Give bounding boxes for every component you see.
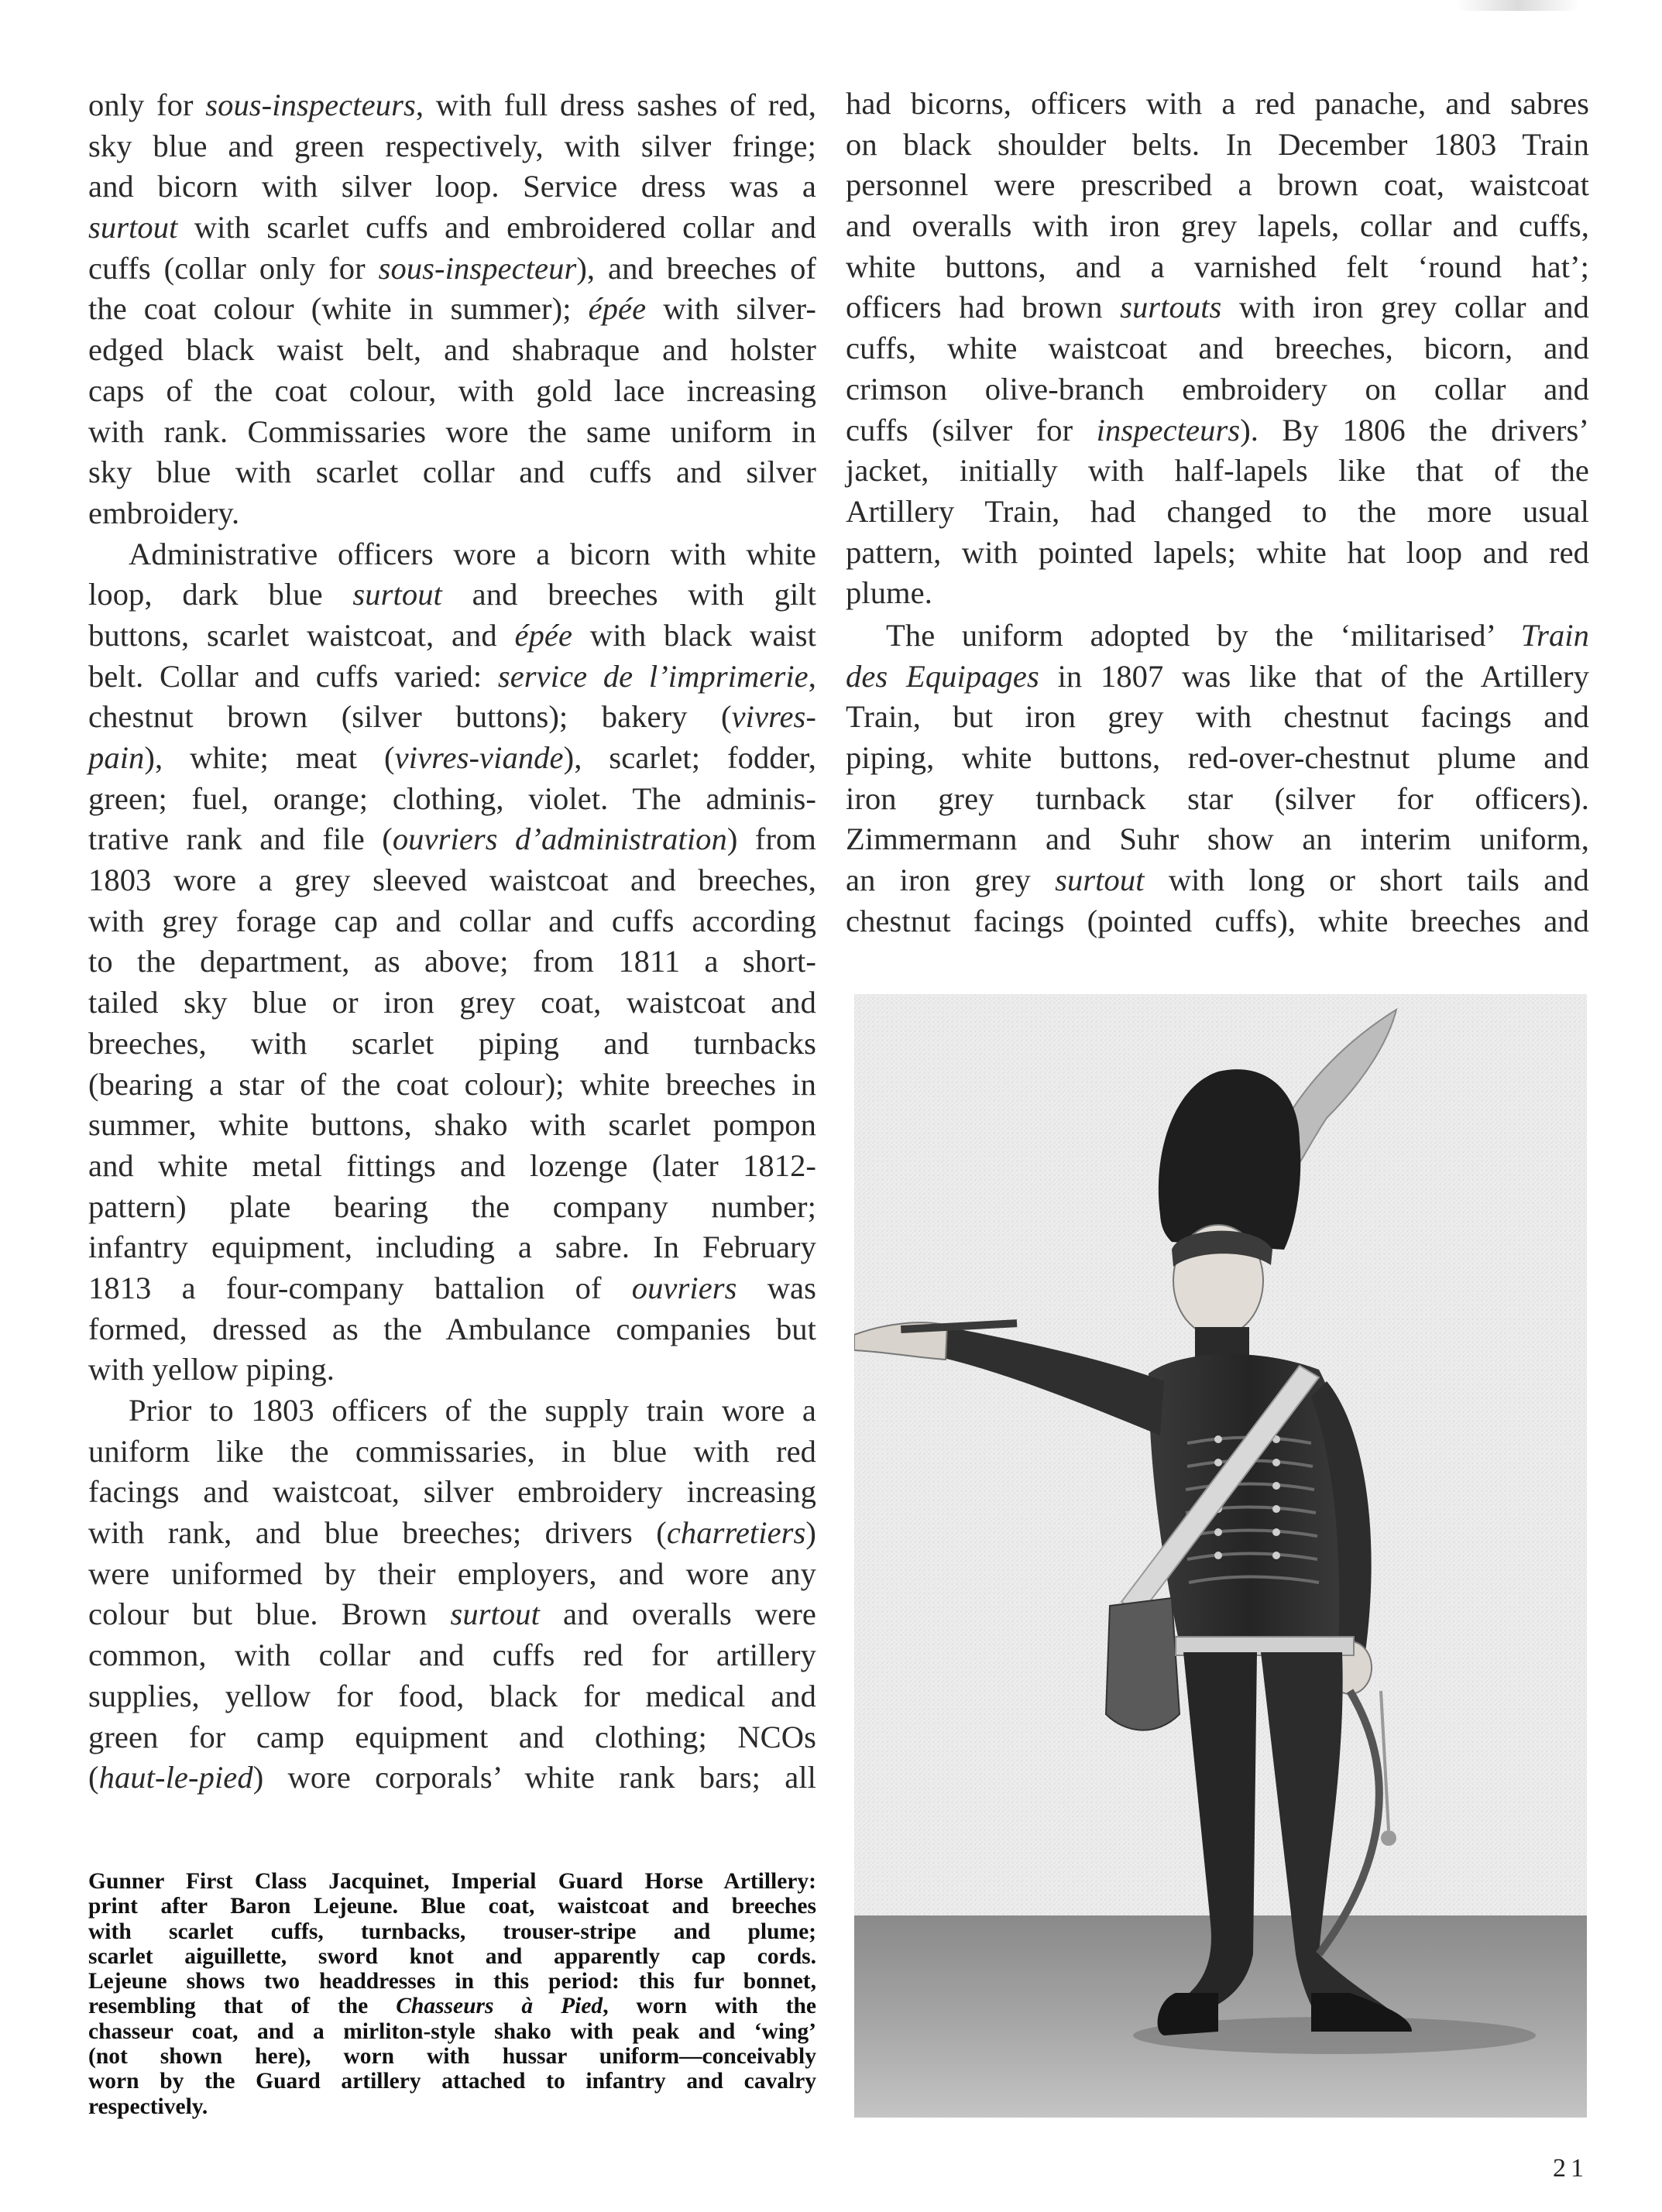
text-line: plume.: [846, 575, 932, 611]
text-line: sky blue and green respectively, with silver fringe;: [88, 128, 816, 163]
text-line: loop, dark blue surtout and breeches with gilt: [88, 577, 817, 612]
left-boot: [1158, 1993, 1218, 2035]
text-line: white buttons, and a varnished felt ‘round hat’;: [846, 249, 1589, 284]
text-line: edged black waist belt, and shabraque and holster: [88, 332, 816, 368]
engraving-artwork: [854, 994, 1587, 2118]
text-line: Prior to 1803 officers of the supply train wore a: [129, 1393, 816, 1428]
text-line: The uniform adopted by the ‘militarised’ Train: [886, 617, 1589, 653]
text-line: jacket, initially with half-lapels like that of the: [846, 453, 1589, 489]
text-line: infantry equipment, including a sabre. In February: [88, 1229, 816, 1265]
caption-line: print after Baron Lejeune. Blue coat, waistcoat and breeches: [88, 1894, 816, 1919]
text-line: personnel were prescribed a brown coat, waistcoat: [846, 167, 1589, 203]
text-line: and overalls with iron grey lapels, collar and cuffs,: [846, 208, 1589, 244]
text-line: with rank, and blue breeches; drivers (charretiers): [88, 1515, 816, 1551]
text-line: green; fuel, orange; clothing, violet. The adminis-: [88, 780, 816, 816]
text-line: had bicorns, officers with a red panache, and sabres: [846, 86, 1589, 121]
text-line: crimson olive-branch embroidery on collar and: [846, 371, 1589, 406]
text-line: caps of the coat colour, with gold lace increasing: [88, 372, 816, 408]
paragraph: [846, 84, 1589, 614]
text-line: with rank. Commissaries wore the same uniform in: [88, 413, 816, 449]
paragraph: [88, 1391, 816, 1799]
illustration-gunner-jacquinet: [854, 994, 1587, 2118]
sabretache: [1106, 1598, 1180, 1730]
caption-line: Gunner First Class Jacquinet, Imperial Guard Horse Artillery:: [88, 1869, 816, 1894]
text-line: colour but blue. Brown surtout and overalls were: [88, 1596, 816, 1632]
paragraph: [846, 616, 1589, 942]
text-line: chestnut brown (silver buttons); bakery (vivres-: [88, 699, 816, 735]
text-line: pattern) plate bearing the company number;: [88, 1188, 816, 1224]
text-line: cuffs (silver for inspecteurs). By 1806 the drivers’: [846, 412, 1590, 448]
text-line: (bearing a star of the coat colour); white breeches in: [88, 1066, 816, 1102]
text-line: 1803 wore a grey sleeved waistcoat and breeches,: [88, 863, 816, 898]
text-line: pain), white; meat (vivres-viande), scarlet; fodder,: [88, 740, 816, 775]
text-line: cuffs, white waistcoat and breeches, bicorn, and: [846, 331, 1589, 366]
figure-caption: [88, 1869, 816, 2119]
text-line: iron grey turnback star (silver for officers).: [846, 780, 1589, 816]
text-line: pattern, with pointed lapels; white hat loop and red: [846, 534, 1589, 570]
text-line: formed, dressed as the Ambulance companies but: [88, 1311, 816, 1346]
text-line: chestnut facings (pointed cuffs), white breeches and: [846, 903, 1589, 938]
right-text-column: [846, 84, 1589, 941]
caption-line: scarlet aiguillette, sword knot and apparently cap cords.: [88, 1943, 816, 1969]
text-line: tailed sky blue or iron grey coat, waistcoat and: [88, 985, 816, 1020]
text-line: Artillery Train, had changed to the more usual: [846, 493, 1589, 529]
text-line: embroidery.: [88, 495, 240, 530]
text-line: sky blue with scarlet collar and cuffs and silver: [88, 454, 816, 490]
text-line: and white metal fittings and lozenge (later 1812-: [88, 1147, 816, 1183]
text-line: and bicorn with silver loop. Service dress was a: [88, 169, 816, 204]
text-line: facings and waistcoat, silver embroidery increasing: [88, 1474, 816, 1510]
caption-line: worn by the Guard artillery attached to infantry and cavalry: [88, 2069, 816, 2094]
caption-line: (not shown here), worn with hussar uniform—conceivably: [88, 2044, 816, 2070]
text-line: with yellow piping.: [88, 1352, 335, 1387]
scan-artifact: [1456, 0, 1580, 11]
page-number: 21: [1553, 2154, 1588, 2183]
text-line: buttons, scarlet waistcoat, and épée with black waist: [88, 617, 816, 653]
text-line: surtout with scarlet cuffs and embroidered collar and: [88, 210, 816, 245]
text-line: piping, white buttons, red-over-chestnut plume and: [846, 740, 1589, 775]
text-line: trative rank and file (ouvriers d’administration) from: [88, 821, 816, 857]
text-line: with grey forage cap and collar and cuffs according: [88, 903, 816, 938]
caption-line: Lejeune shows two headdresses in this period: this fur bonnet,: [88, 1969, 816, 1994]
text-line: Administrative officers wore a bicorn with white: [129, 536, 816, 571]
caption-line: respectively.: [88, 2094, 208, 2119]
text-line: breeches, with scarlet piping and turnbacks: [88, 1025, 816, 1061]
text-line: officers had brown surtouts with iron grey collar and: [846, 290, 1589, 325]
text-line: the coat colour (white in summer); épée with silver-: [88, 291, 816, 327]
text-line: (haut-le-pied) wore corporals’ white rank bars; all: [88, 1760, 816, 1795]
text-line: on black shoulder belts. In December 1803 Train: [846, 126, 1589, 162]
text-line: supplies, yellow for food, black for medical and: [88, 1678, 816, 1713]
left-text-column: [88, 85, 816, 1799]
text-line: common, with collar and cuffs red for artillery: [88, 1638, 816, 1673]
text-line: were uniformed by their employers, and wore any: [88, 1555, 816, 1591]
text-line: cuffs (collar only for sous-inspecteur), and breeches of: [88, 250, 817, 286]
text-line: belt. Collar and cuffs varied: service de l’imprimerie,: [88, 658, 816, 694]
text-line: summer, white buttons, shako with scarlet pompon: [88, 1107, 816, 1143]
text-line: Train, but iron grey with chestnut facings and: [846, 699, 1589, 735]
text-line: des Equipages in 1807 was like that of the Artillery: [846, 658, 1589, 694]
text-line: uniform like the commissaries, in blue with red: [88, 1433, 816, 1469]
text-line: Zimmermann and Suhr show an interim uniform,: [846, 821, 1589, 857]
text-line: only for sous-inspecteurs, with full dress sashes of red,: [88, 87, 816, 122]
paragraph: [88, 534, 816, 1391]
text-line: an iron grey surtout with long or short tails and: [846, 863, 1589, 898]
caption-line: resembling that of the Chasseurs à Pied, worn with the: [88, 1994, 816, 2019]
text-line: 1813 a four-company battalion of ouvriers was: [88, 1270, 816, 1305]
caption-line: with scarlet cuffs, turnbacks, trouser-stripe and plume;: [88, 1919, 816, 1944]
text-line: green for camp equipment and clothing; NCOs: [88, 1719, 816, 1754]
text-line: to the department, as above; from 1811 a short-: [88, 944, 816, 979]
caption-line: chasseur coat, and a mirliton-style shako with peak and ‘wing’: [88, 2018, 816, 2044]
paragraph: [88, 85, 816, 534]
